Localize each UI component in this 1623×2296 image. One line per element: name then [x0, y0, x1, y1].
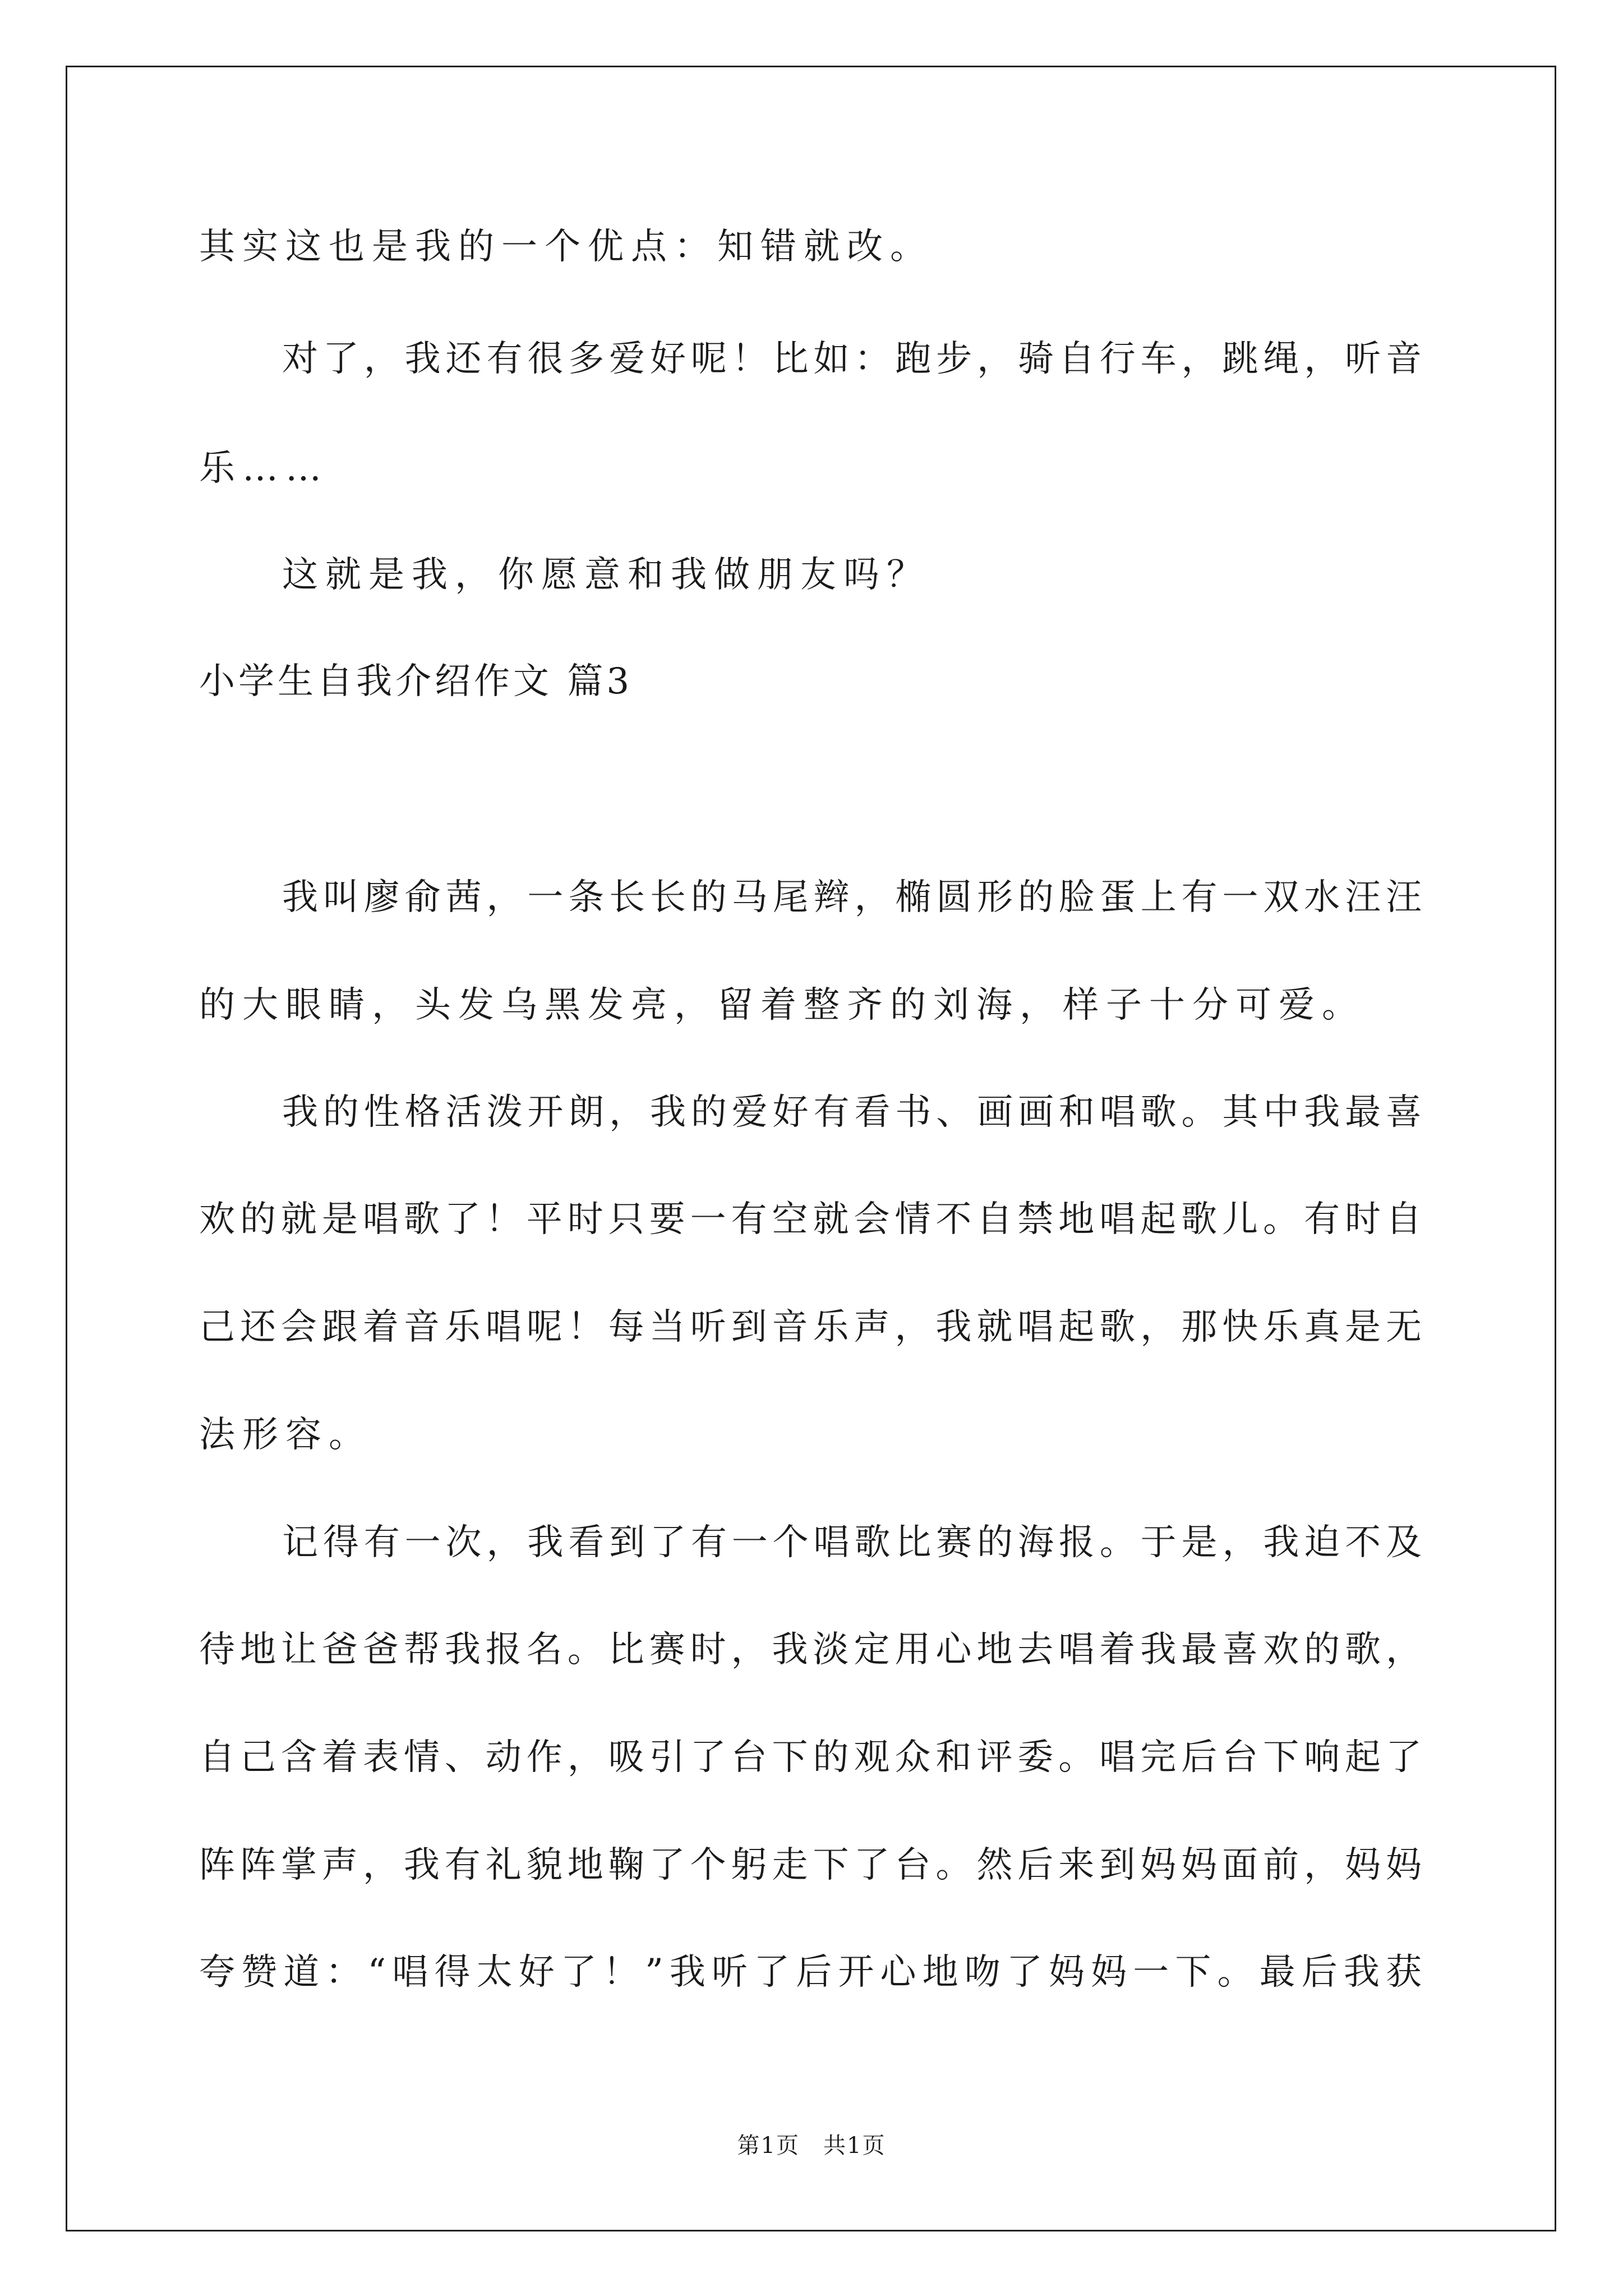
- paragraph-line: 其实这也是我的一个优点：知错就改。: [199, 226, 933, 268]
- page-footer: 第1页 共1页: [737, 2133, 886, 2159]
- paragraph-line: 欢的就是唱歌了！平时只要一有空就会情不自禁地唱起歌儿。有时自: [199, 1199, 1422, 1240]
- paragraph-line: 我叫廖俞茜，一条长长的马尾辫，椭圆形的脸蛋上有一双水汪汪: [282, 877, 1422, 918]
- paragraph-line: 记得有一次，我看到了有一个唱歌比赛的海报。于是，我迫不及: [282, 1522, 1422, 1563]
- paragraph-line: 己还会跟着音乐唱呢！每当听到音乐声，我就唱起歌，那快乐真是无: [199, 1306, 1422, 1348]
- section-heading: 小学生自我介绍作文 篇3: [199, 661, 633, 702]
- paragraph-line: 阵阵掌声，我有礼貌地鞠了个躬走下了台。然后来到妈妈面前，妈妈: [199, 1844, 1422, 1886]
- paragraph-line: 的大眼睛，头发乌黑发亮，留着整齐的刘海，样子十分可爱。: [199, 984, 1365, 1026]
- page-border: [66, 66, 1556, 2231]
- paragraph-line: 这就是我，你愿意和我做朋友吗？: [282, 554, 930, 596]
- paragraph-line: 我的性格活泼开朗，我的爱好有看书、画画和唱歌。其中我最喜: [282, 1092, 1422, 1133]
- paragraph-line: 法形容。: [199, 1414, 372, 1456]
- paragraph-line: 夸赞道：“唱得太好了！”我听了后开心地吻了妈妈一下。最后我获: [199, 1952, 1422, 1993]
- paragraph-line: 自己含着表情、动作，吸引了台下的观众和评委。唱完后台下响起了: [199, 1737, 1422, 1778]
- paragraph-line: 待地让爸爸帮我报名。比赛时，我淡定用心地去唱着我最喜欢的歌，: [199, 1629, 1422, 1671]
- paragraph-line: 乐……: [199, 448, 329, 489]
- paragraph-line: 对了，我还有很多爱好呢！比如：跑步，骑自行车，跳绳，听音: [282, 338, 1422, 380]
